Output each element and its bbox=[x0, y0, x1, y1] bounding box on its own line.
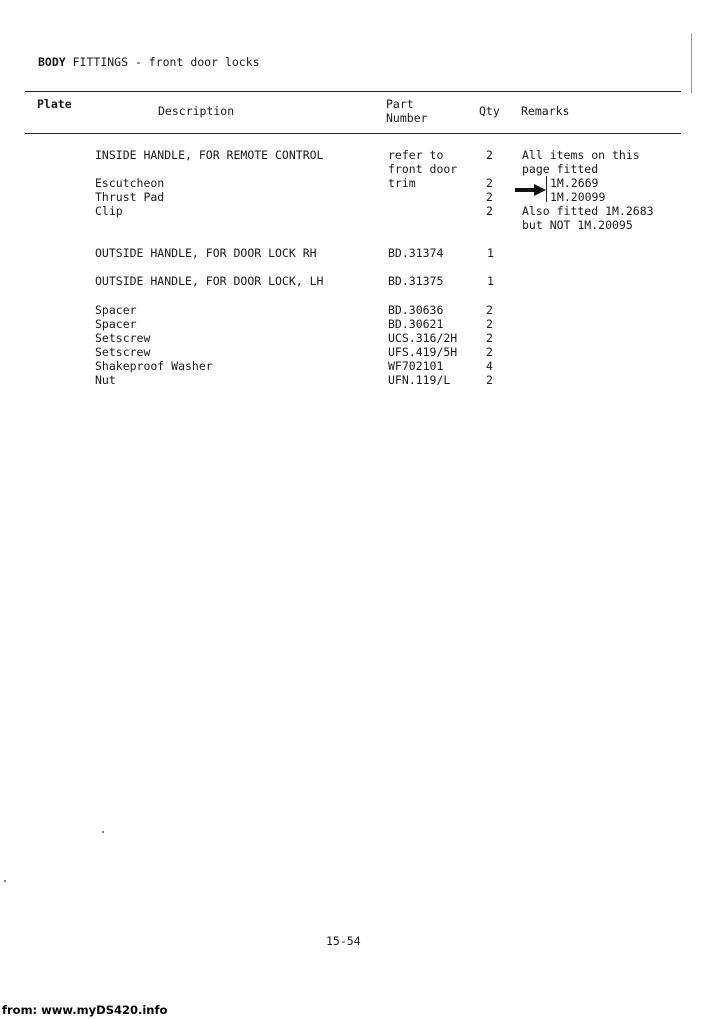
remark-line: but NOT 1M.20095 bbox=[522, 218, 633, 232]
row-description: Shakeproof Washer bbox=[95, 359, 213, 373]
row-qty: 2 bbox=[486, 345, 493, 359]
header-part-line1: Part bbox=[386, 97, 414, 111]
remark-range-from: 1M.2669 bbox=[550, 176, 599, 190]
header-remarks: Remarks bbox=[521, 104, 570, 118]
row-qty: 1 bbox=[487, 274, 494, 288]
remark-range-to: 1M.20099 bbox=[550, 190, 606, 204]
row-qty: 4 bbox=[486, 359, 493, 373]
row-qty: 1 bbox=[487, 246, 494, 260]
row-part-number: BD.30621 bbox=[388, 317, 444, 331]
row-part-number: UFN.119/L bbox=[388, 373, 451, 387]
range-bracket bbox=[546, 176, 547, 202]
row-qty: 2 bbox=[486, 303, 493, 317]
row-part-number: UFS.419/5H bbox=[388, 345, 458, 359]
header-top-rule bbox=[25, 91, 681, 92]
row-part-number: BD.31374 bbox=[388, 246, 444, 260]
remark-line: All items on this bbox=[522, 148, 640, 162]
scan-speck bbox=[4, 880, 6, 882]
arrow-right-icon bbox=[515, 184, 547, 196]
page-number: 15-54 bbox=[326, 934, 361, 948]
row-part-number: WF702101 bbox=[388, 359, 444, 373]
row-description: Spacer bbox=[95, 317, 137, 331]
row-qty: 2 bbox=[486, 373, 493, 387]
row-description: Setscrew bbox=[95, 345, 151, 359]
row-part-number: UCS.316/2H bbox=[388, 331, 458, 345]
row-description: Nut bbox=[95, 373, 116, 387]
row-description: Spacer bbox=[95, 303, 137, 317]
page-title bbox=[38, 55, 260, 69]
row-description: OUTSIDE HANDLE, FOR DOOR LOCK RH bbox=[95, 246, 317, 260]
row-part-number: BD.31375 bbox=[388, 274, 444, 288]
row-qty: 2 bbox=[486, 176, 493, 190]
row-part-number: trim bbox=[388, 176, 416, 190]
row-description: Setscrew bbox=[95, 331, 151, 345]
row-qty: 2 bbox=[486, 331, 493, 345]
row-description: OUTSIDE HANDLE, FOR DOOR LOCK, LH bbox=[95, 274, 324, 288]
scan-edge-mark bbox=[691, 33, 692, 93]
title-bold: BODY bbox=[38, 55, 66, 69]
row-part-number: front door bbox=[388, 162, 458, 176]
header-bottom-rule bbox=[25, 133, 681, 134]
row-qty: 2 bbox=[486, 317, 493, 331]
row-part-number: refer to bbox=[388, 148, 444, 162]
row-part-number: BD.30636 bbox=[388, 303, 444, 317]
header-plate: Plate bbox=[37, 97, 72, 111]
row-description: Thrust Pad bbox=[95, 190, 165, 204]
row-description: Escutcheon bbox=[95, 176, 165, 190]
row-description: Clip bbox=[95, 204, 123, 218]
header-qty: Qty bbox=[479, 104, 500, 118]
row-qty: 2 bbox=[486, 148, 493, 162]
remark-line: page fitted bbox=[522, 162, 599, 176]
scan-speck bbox=[102, 831, 104, 833]
row-qty: 2 bbox=[486, 204, 493, 218]
title-rest: FITTINGS - front door locks bbox=[65, 55, 260, 69]
row-description: INSIDE HANDLE, FOR REMOTE CONTROL bbox=[95, 148, 324, 162]
source-watermark: from: www.myDS420.info bbox=[2, 1003, 168, 1017]
row-qty: 2 bbox=[486, 190, 493, 204]
header-part-line2: Number bbox=[386, 111, 428, 125]
remark-line: Also fitted 1M.2683 bbox=[522, 204, 654, 218]
header-description: Description bbox=[158, 104, 235, 118]
